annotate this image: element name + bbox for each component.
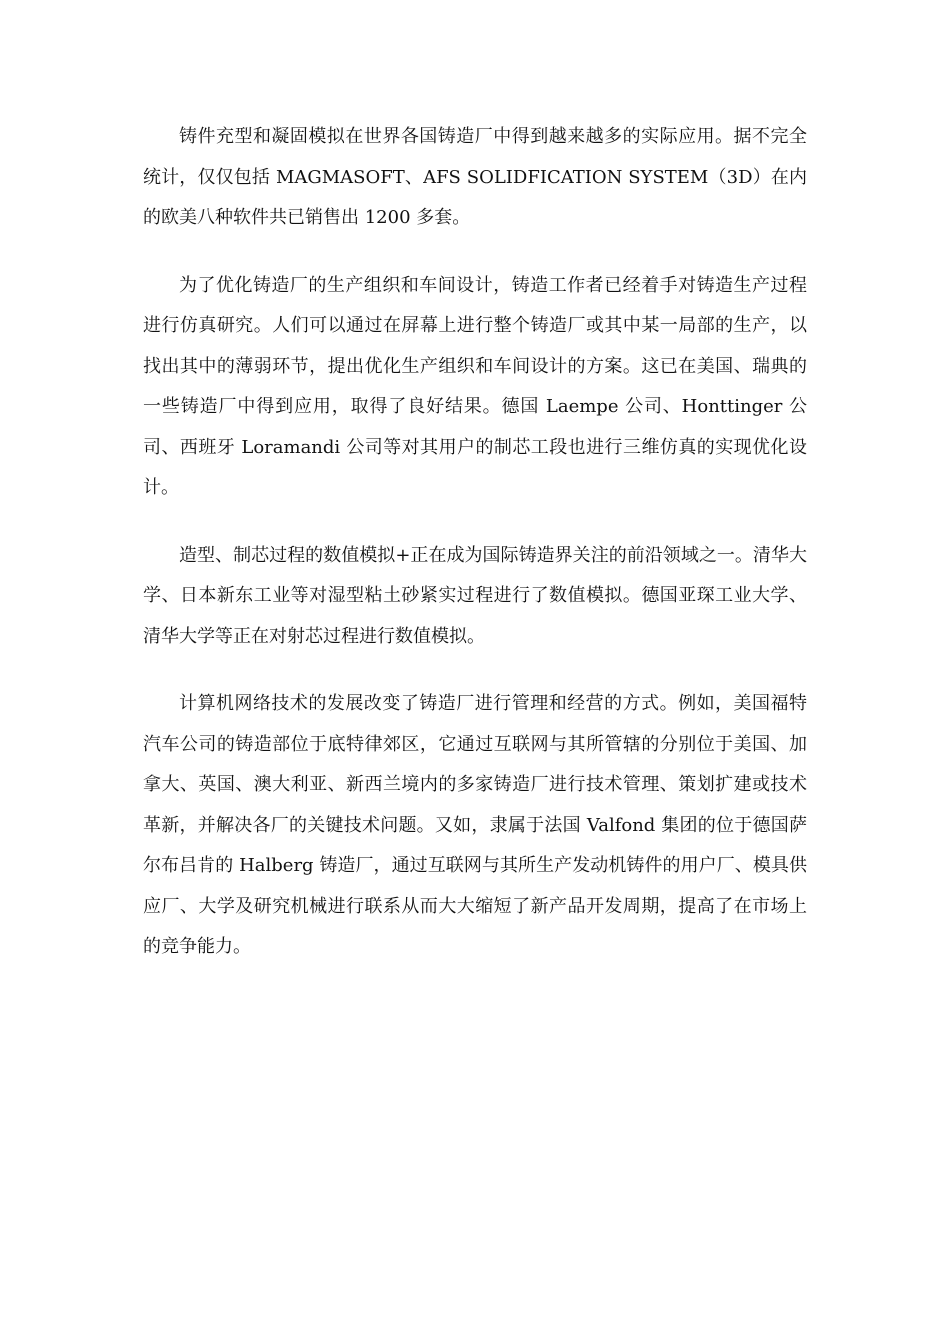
paragraph-simulation-software: 铸件充型和凝固模拟在世界各国铸造厂中得到越来越多的实际应用。据不完全统计，仅仅包括 MAGMASOFT、AFS SOLIDFICATION SYSTEM（3D）在内的欧美八种软件共已销售出 1200 多套。	[143, 126, 807, 228]
document-body	[143, 117, 807, 995]
paragraph-production-simulation: 为了优化铸造厂的生产组织和车间设计，铸造工作者已经着手对铸造生产过程进行仿真研究。人们可以通过在屏幕上进行整个铸造厂或其中某一局部的生产，以找出其中的薄弱环节，提出优化生产组织和车间设计的方案。这已在美国、瑞典的一些铸造厂中得到应用，取得了良好结果。德国 Laempe 公司、Honttinger 公司、西班牙 Loramandi 公司等对其用户的制芯工段也进行三维仿真的实现优化设计。	[143, 274, 807, 498]
paragraph-molding-simulation: 造型、制芯过程的数值模拟+正在成为国际铸造界关注的前沿领域之一。清华大学、日本新东工业等对湿型粘土砂紧实过程进行了数值模拟。德国亚琛工业大学、清华大学等正在对射芯过程进行数值模拟。	[143, 544, 807, 647]
paragraph-network-management: 计算机网络技术的发展改变了铸造厂进行管理和经营的方式。例如，美国福特汽车公司的铸造部位于底特律郊区，它通过互联网与其所管辖的分别位于美国、加拿大、英国、澳大利亚、新西兰境内的多家铸造厂进行技术管理、策划扩建或技术革新，并解决各厂的关键技术问题。又如，隶属于法国 Valfond 集团的位于德国萨尔布吕肯的 Halberg 铸造厂，通过互联网与其所生产发动机铸件的用户厂、模具供应厂、大学及研究机械进行联系从而大大缩短了新产品开发周期，提高了在市场上的竞争能力。	[143, 693, 807, 957]
